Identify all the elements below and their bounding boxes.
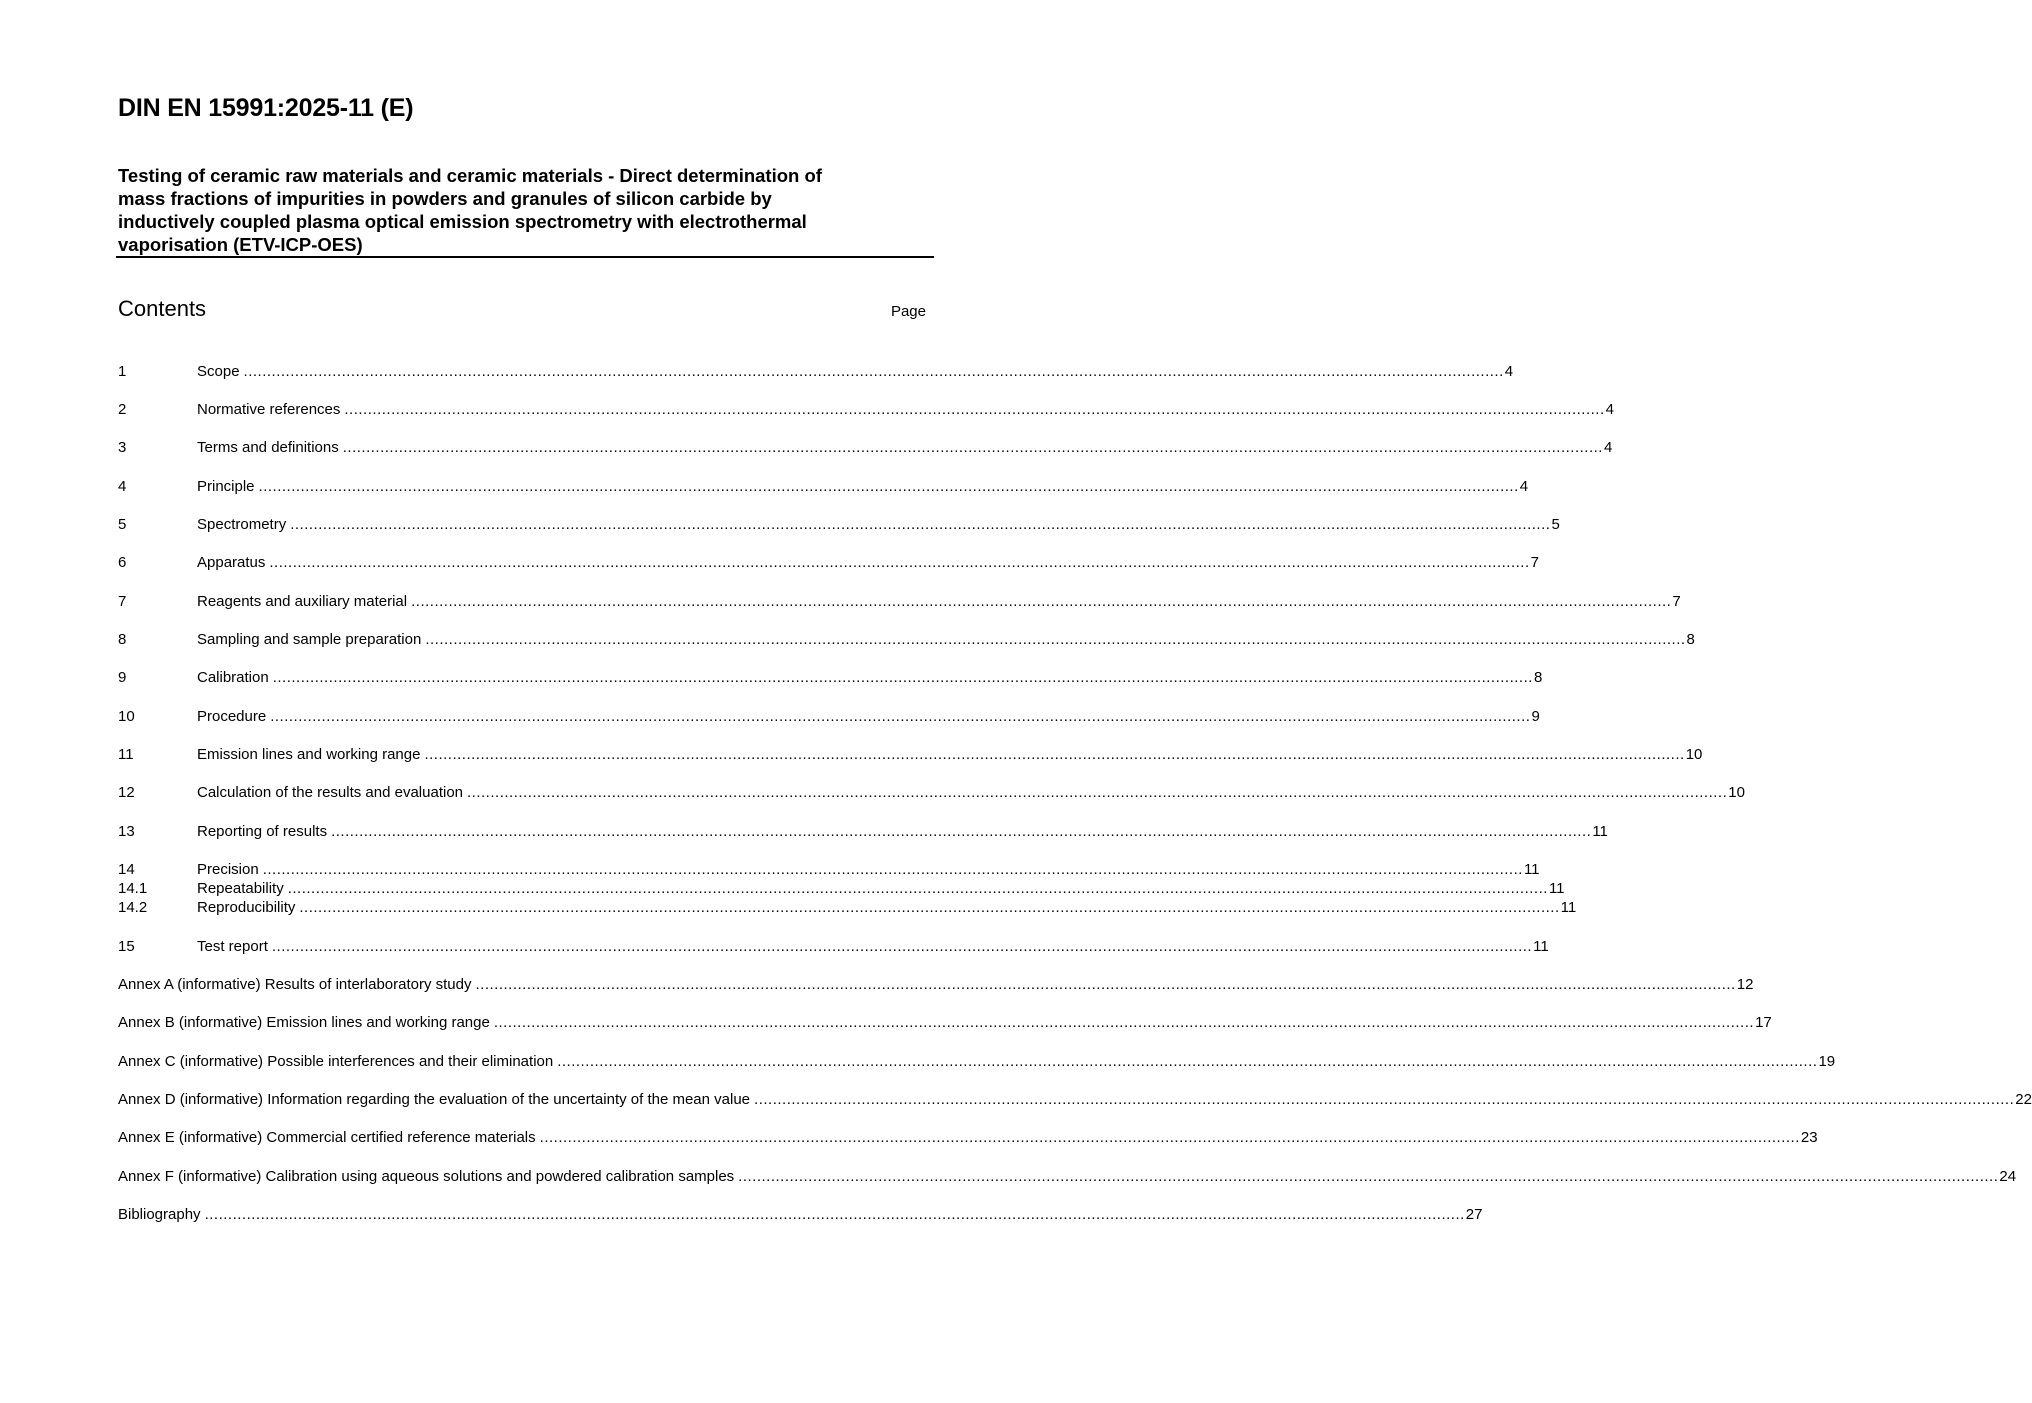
toc-dot-leader: ..............................................................................................................................................................................................................................................................................: [411, 593, 1672, 610]
toc-dot-leader: ..............................................................................................................................................................................................................................................................................: [738, 1168, 1999, 1185]
toc-entry-principle[interactable]: [118, 477, 1529, 497]
toc-dot-leader: ..............................................................................................................................................................................................................................................................................: [424, 746, 1685, 763]
toc-page-number[interactable]: 4: [1504, 363, 1514, 380]
toc-page-number[interactable]: 7: [1530, 554, 1539, 571]
toc-page-number[interactable]: 10: [1685, 746, 1703, 763]
toc-page-number[interactable]: 5: [1551, 516, 1560, 533]
toc-number: 14: [118, 861, 135, 878]
toc-page-number[interactable]: 4: [1519, 478, 1529, 495]
toc-page-number[interactable]: 24: [1999, 1168, 2017, 1185]
toc-page-number[interactable]: 7: [1672, 593, 1681, 610]
toc-dot-leader: ..............................................................................................................................................................................................................................................................................: [270, 708, 1531, 725]
toc-number: 14.2: [118, 899, 148, 916]
toc-entry-annex-e[interactable]: [118, 1128, 1818, 1148]
toc-dot-leader: ..............................................................................................................................................................................................................................................................................: [342, 439, 1603, 456]
toc-dot-leader: ..............................................................................................................................................................................................................................................................................: [269, 554, 1530, 571]
toc-entry-annex-f[interactable]: [118, 1167, 2017, 1187]
toc-dot-leader: ..............................................................................................................................................................................................................................................................................: [272, 669, 1533, 686]
toc-page-number[interactable]: 8: [1686, 631, 1695, 648]
toc-page-number[interactable]: 11: [1548, 880, 1565, 897]
toc-title[interactable]: Procedure: [197, 708, 267, 725]
toc-number: 4: [118, 478, 127, 495]
toc-dot-leader: ..............................................................................................................................................................................................................................................................................: [287, 880, 1548, 897]
toc-number: 15: [118, 938, 135, 955]
toc-title[interactable]: Emission lines and working range: [197, 746, 421, 763]
toc-title[interactable]: Annex C (informative) Possible interferences and their elimination: [118, 1053, 554, 1070]
toc-dot-leader: ..............................................................................................................................................................................................................................................................................: [204, 1206, 1465, 1223]
page-column-label: Page: [890, 303, 926, 320]
document-title-line: vaporisation (ETV-ICP-OES): [118, 234, 363, 255]
toc-title[interactable]: Bibliography: [118, 1206, 201, 1223]
toc-entry-normative-references[interactable]: [118, 400, 1614, 420]
toc-dot-leader: ..............................................................................................................................................................................................................................................................................: [331, 823, 1592, 840]
toc-title[interactable]: Terms and definitions: [197, 439, 339, 456]
toc-entry-apparatus[interactable]: [118, 553, 1539, 573]
toc-number: 1: [118, 363, 127, 380]
toc-dot-leader: ..............................................................................................................................................................................................................................................................................: [425, 631, 1686, 648]
toc-dot-leader: ..............................................................................................................................................................................................................................................................................: [290, 516, 1551, 533]
toc-title[interactable]: Scope: [197, 363, 240, 380]
toc-number: 6: [118, 554, 127, 571]
toc-entry-calibration[interactable]: [118, 668, 1543, 688]
toc-page-number[interactable]: 11: [1523, 861, 1540, 878]
toc-title[interactable]: Calculation of the results and evaluation: [197, 784, 464, 801]
document-title-line: Testing of ceramic raw materials and ceramic materials - Direct determination of: [118, 165, 822, 186]
toc-title[interactable]: Calibration: [197, 669, 269, 686]
toc-entry-emission-lines[interactable]: [118, 745, 1703, 765]
toc-page-number[interactable]: 10: [1728, 784, 1745, 801]
toc-dot-leader: ..............................................................................................................................................................................................................................................................................: [475, 976, 1736, 993]
toc-entry-annex-d[interactable]: [118, 1090, 2032, 1110]
toc-number: 5: [118, 516, 127, 533]
toc-page-number[interactable]: 11: [1592, 823, 1608, 840]
toc-number: 13: [118, 823, 135, 840]
toc-entry-sampling[interactable]: [118, 630, 1695, 650]
toc-entry-terms-and-definitions[interactable]: [118, 438, 1613, 458]
toc-number: 10: [118, 708, 135, 725]
toc-number: 12: [118, 784, 135, 801]
toc-dot-leader: ..............................................................................................................................................................................................................................................................................: [271, 938, 1533, 955]
toc-dot-leader: ..............................................................................................................................................................................................................................................................................: [262, 861, 1523, 878]
toc-dot-leader: ..............................................................................................................................................................................................................................................................................: [754, 1091, 2015, 1108]
toc-title[interactable]: Reproducibility: [197, 899, 296, 916]
toc-title[interactable]: Reagents and auxiliary material: [197, 593, 408, 610]
toc-title[interactable]: Reporting of results: [197, 823, 328, 840]
toc-title[interactable]: Test report: [197, 938, 268, 955]
toc-number: 11: [118, 746, 134, 763]
toc-entry-annex-b[interactable]: [118, 1013, 1772, 1033]
toc-page-number[interactable]: 8: [1533, 669, 1543, 686]
toc-entry-precision[interactable]: [118, 860, 1540, 880]
toc-title[interactable]: Normative references: [197, 401, 341, 418]
document-title-line: mass fractions of impurities in powders and granules of silicon carbide by: [118, 188, 772, 209]
toc-title[interactable]: Repeatability: [197, 880, 284, 897]
toc-page-number[interactable]: 27: [1465, 1206, 1483, 1223]
document-title-line: inductively coupled plasma optical emission spectrometry with electrothermal: [118, 211, 807, 232]
toc-title[interactable]: Spectrometry: [197, 516, 287, 533]
toc-page-number[interactable]: 4: [1603, 439, 1613, 456]
toc-title[interactable]: Sampling and sample preparation: [197, 631, 422, 648]
toc-entry-test-report[interactable]: [118, 937, 1549, 957]
toc-entry-annex-a[interactable]: [118, 975, 1754, 995]
toc-dot-leader: ..............................................................................................................................................................................................................................................................................: [243, 363, 1504, 380]
toc-title[interactable]: Precision: [197, 861, 259, 878]
toc-entry-reproducibility[interactable]: [118, 898, 1577, 918]
toc-number: 14.1: [118, 880, 148, 897]
toc-page-number[interactable]: 4: [1605, 401, 1614, 418]
toc-title[interactable]: Annex F (informative) Calibration using aqueous solutions and powdered calibration samples: [118, 1168, 735, 1185]
toc-entry-spectrometry[interactable]: [118, 515, 1560, 535]
toc-dot-leader: ..............................................................................................................................................................................................................................................................................: [539, 1129, 1800, 1146]
toc-entry-repeatability[interactable]: [118, 879, 1565, 899]
toc-page-number[interactable]: 19: [1818, 1053, 1836, 1070]
toc-title[interactable]: Annex A (informative) Results of interlaboratory study: [118, 976, 472, 993]
toc-title[interactable]: Annex E (informative) Commercial certified reference materials: [118, 1129, 536, 1146]
toc-entry-calculation[interactable]: [118, 783, 1745, 803]
contents-heading: Contents: [118, 296, 207, 321]
toc-dot-leader: ..............................................................................................................................................................................................................................................................................: [467, 784, 1728, 801]
toc-title[interactable]: Annex B (informative) Emission lines and working range: [118, 1014, 490, 1031]
toc-page-number[interactable]: 17: [1755, 1014, 1772, 1031]
toc-dot-leader: ..............................................................................................................................................................................................................................................................................: [557, 1053, 1818, 1070]
toc-dot-leader: ..............................................................................................................................................................................................................................................................................: [493, 1014, 1755, 1031]
toc-entry-bibliography[interactable]: [118, 1205, 1483, 1225]
toc-entry-procedure[interactable]: [118, 707, 1540, 727]
toc-title[interactable]: Principle: [197, 478, 255, 495]
toc-title[interactable]: Apparatus: [197, 554, 266, 571]
title-divider: [116, 256, 934, 258]
toc-dot-leader: ..............................................................................................................................................................................................................................................................................: [344, 401, 1605, 418]
toc-dot-leader: ..............................................................................................................................................................................................................................................................................: [258, 478, 1519, 495]
toc-page-number[interactable]: 11: [1533, 938, 1549, 955]
toc-number: 2: [118, 401, 127, 418]
toc-number: 3: [118, 439, 127, 456]
toc-number: 8: [118, 631, 127, 648]
toc-page-number[interactable]: 11: [1560, 899, 1577, 916]
toc-title[interactable]: Annex D (informative) Information regarding the evaluation of the uncertainty of the mean value: [118, 1091, 751, 1108]
document-title: [118, 164, 918, 256]
toc-entry-reporting[interactable]: [118, 822, 1608, 842]
toc-page-number[interactable]: 9: [1531, 708, 1540, 725]
toc-page-number[interactable]: 12: [1736, 976, 1754, 993]
toc-page-number[interactable]: 23: [1800, 1129, 1818, 1146]
toc-number: 9: [118, 669, 127, 686]
toc-entry-reagents[interactable]: [118, 592, 1681, 612]
toc-page-number[interactable]: 22: [2015, 1091, 2032, 1108]
toc-number: 7: [118, 593, 127, 610]
toc-entry-scope[interactable]: [118, 362, 1514, 382]
toc-entry-annex-c[interactable]: [118, 1052, 1836, 1072]
document-id: DIN EN 15991:2025-11 (E): [118, 94, 414, 122]
toc-dot-leader: ..............................................................................................................................................................................................................................................................................: [299, 899, 1560, 916]
